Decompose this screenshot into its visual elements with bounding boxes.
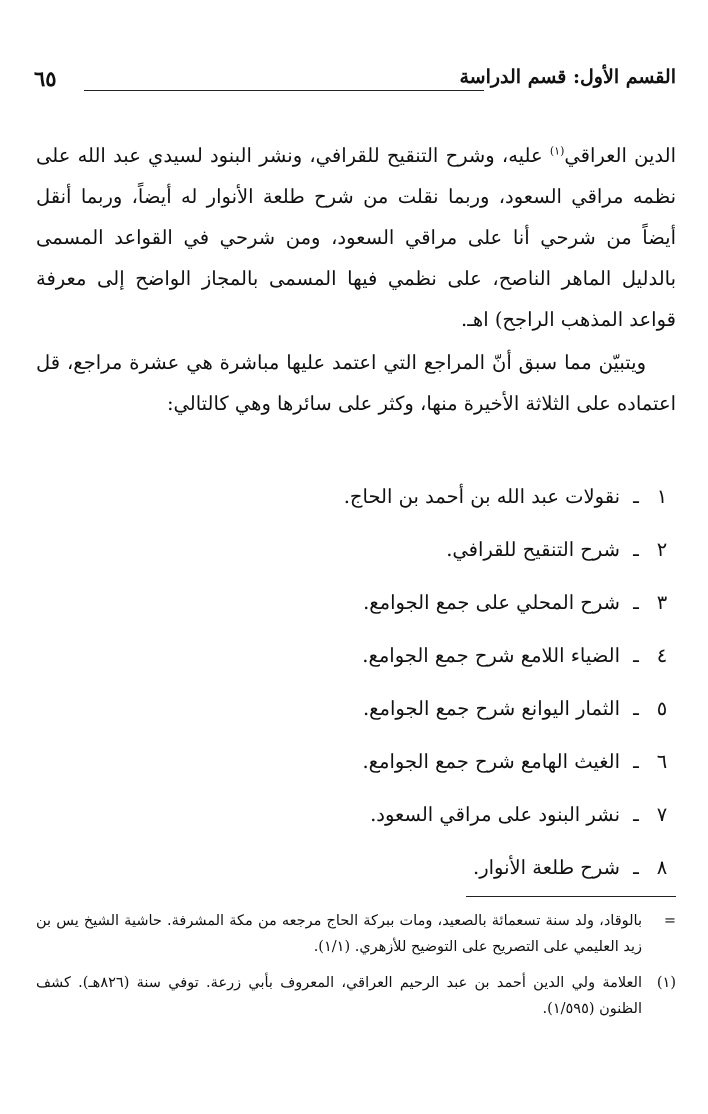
list-item-number: ٣: [656, 591, 668, 614]
paragraph-1-rest: عليه، وشرح التنقيح للقرافي، ونشر البنود لسيدي عبد الله على نظمه مراقي السعود، وربما نقلت من شرح طلعة الأنوار له أيضاً، وربما أنقل أيضاً من شرحي أنا على مراقي السعود، ومن شرحي في القواعد المسمى بالدليل الماهر الناصح، على نظمي فيها المسمى بالمجاز الواضح إلى معرفة قواعد المذهب الراجح) اهـ.: [36, 144, 676, 331]
footnote-reference-1: (١): [549, 144, 565, 158]
list-item-number: ٨: [656, 856, 668, 879]
list-item: [76, 523, 676, 576]
footnote-separator: [466, 896, 676, 897]
list-item-text: نشر البنود على مراقي السعود.: [370, 803, 620, 826]
list-item-number: ١: [656, 485, 668, 508]
footnote-marker: =: [663, 913, 676, 929]
list-item: [76, 841, 676, 894]
list-item-text: شرح التنقيح للقرافي.: [446, 538, 620, 561]
list-item-number: ٥: [656, 697, 668, 720]
paragraph-1: [36, 135, 676, 340]
list-item-dash: ـ: [633, 485, 639, 508]
list-item-text: شرح طلعة الأنوار.: [473, 856, 620, 879]
running-header-title: القسم الأول: قسم الدراسة: [459, 66, 676, 88]
list-item-dash: ـ: [633, 750, 639, 773]
list-item-number: ٢: [656, 538, 668, 561]
footnote-text: العلامة ولي الدين أحمد بن عبد الرحيم العراقي، المعروف بأبي زرعة. توفي سنة (٨٢٦هـ). كشف الظنون (١/٥٩٥).: [36, 975, 643, 1017]
list-item-text: الغيث الهامع شرح جمع الجوامع.: [362, 750, 620, 773]
list-item-text: شرح المحلي على جمع الجوامع.: [363, 591, 620, 614]
list-item-dash: ـ: [633, 697, 639, 720]
list-item: [76, 735, 676, 788]
footnote-marker: (١): [656, 975, 676, 991]
list-item-text: الثمار اليوانع شرح جمع الجوامع.: [362, 697, 620, 720]
page-number: ٦٥: [34, 66, 57, 91]
list-item-dash: ـ: [633, 644, 639, 667]
list-item-dash: ـ: [633, 591, 639, 614]
footnote-continuation: [36, 908, 676, 960]
list-item-number: ٧: [656, 803, 668, 826]
references-list: [76, 470, 676, 894]
list-item: [76, 682, 676, 735]
header-rule: [84, 90, 484, 91]
list-item-text: نقولات عبد الله بن أحمد بن الحاج.: [343, 485, 620, 508]
list-item: [76, 788, 676, 841]
list-item-dash: ـ: [633, 856, 639, 879]
list-item: [76, 576, 676, 629]
footnote-text: بالوقاد، ولد سنة تسعمائة بالصعيد، ومات ببركة الحاج مرجعه من مكة المشرفة. حاشية الشيخ يس بن زيد العليمي على التصريح على التوضيح للأزهري. (١/١).: [36, 913, 642, 955]
list-item: [76, 629, 676, 682]
list-item-number: ٦: [656, 750, 668, 773]
paragraph-2: ويتبيّن مما سبق أنّ المراجع التي اعتمد عليها مباشرة هي عشرة مراجع، قل اعتماده على الثلاثة الأخيرة منها، وكثر على سائرها وهي كالتالي:: [36, 351, 676, 415]
list-item-text: الضياء اللامع شرح جمع الجوامع.: [362, 644, 620, 667]
list-item: [76, 470, 676, 523]
list-item-dash: ـ: [633, 803, 639, 826]
footnote-1: [36, 970, 676, 1022]
list-item-number: ٤: [656, 644, 668, 667]
list-item-dash: ـ: [633, 538, 639, 561]
paragraph-1-start: الدين العراقي: [564, 144, 676, 167]
